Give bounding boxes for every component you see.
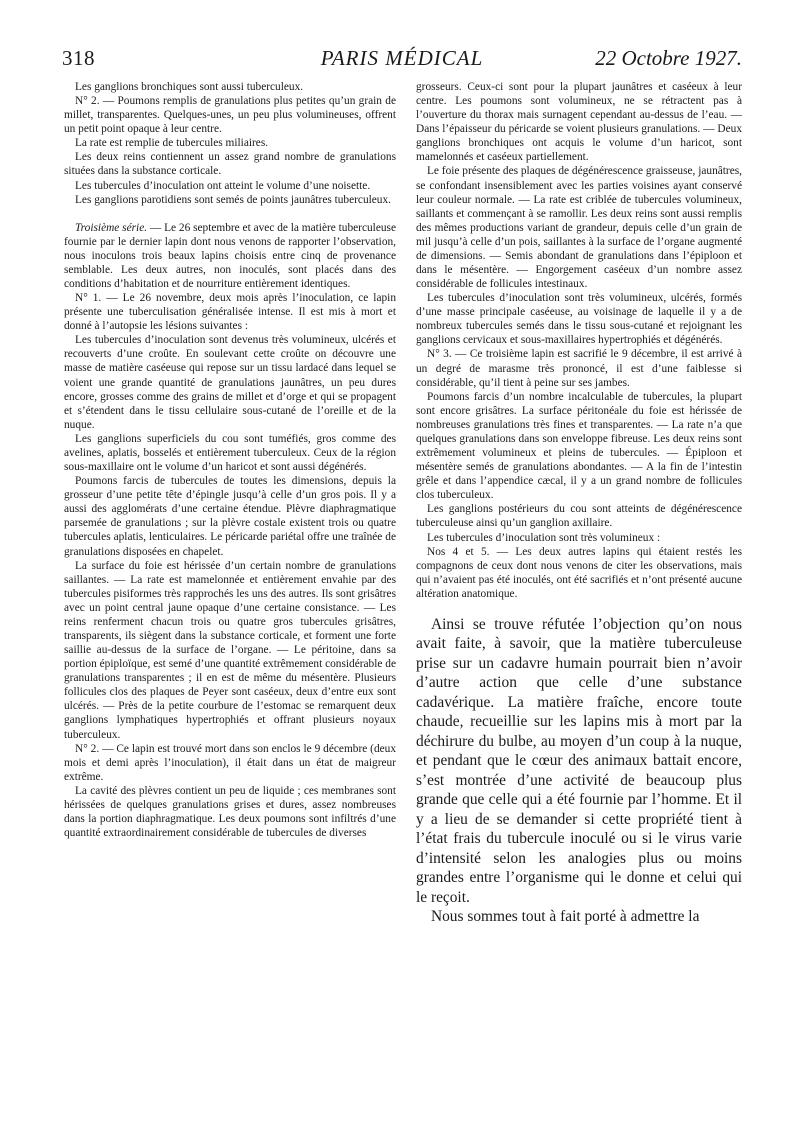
paragraph: La cavité des plèvres contient un peu de liquide ; ces membranes sont hérissées de quelques granulations grises et dures, assez nombreuses dans la portion diaphragmatique. Les deux poumons sont infiltrés d’une quantité extraordinairement considérable de tubercules de diverses bbox=[64, 784, 396, 840]
paragraph: Nos 4 et 5. — Les deux autres lapins qui étaient restés les compagnons de ceux dont nous venons de citer les observations, mais qui n’avaient pas été inoculés, ont été sacrifiés et n’ont présenté aucune altération anatomique. bbox=[416, 545, 742, 600]
paragraph: Le foie présente des plaques de dégénérescence graisseuse, jaunâtres, se confondant insensiblement avec les parties voisines ayant conservé leur couleur normale. — La rate est criblée de tubercules volumineux, saillants et commençant à se ramollir. Les deux reins sont aussi remplis des mêmes productions variant de grandeur, depuis celle d’un grain de mil jusqu’à celle d’un pois, saillantes à la surface de l’organe augmenté de dimensions. — Semis abondant de granulations dans l’épiploon et dans le mésentère. — Engorgement caséeux d’un nombre assez considérable de follicules intestinaux. bbox=[416, 165, 742, 291]
paragraph: Les tubercules d’inoculation sont très volumineux, ulcérés, formés d’une masse principale caséeuse, au voisinage de laquelle il y a de nombreux tubercules semés dans le tissu sous-cutané et rejoignant les ganglions cervicaux et sous-maxillaires hypertrophiés et dégénérés. bbox=[416, 292, 742, 347]
section-paragraph: Troisième série. — Le 26 septembre et avec de la matière tuberculeuse fournie par le dernier lapin dont nous venons de rapporter l’observation, nous inoculons trois beaux lapins choisis entre cinq de provenance semblable. Les deux autres, non inoculés, sont placés dans des conditions d’habitation et de nourriture entièrement identiques. bbox=[64, 221, 396, 291]
paragraph: N° 3. — Ce troisième lapin est sacrifié le 9 décembre, il est arrivé à un degré de marasme très prononcé, il est d’une faiblesse si considérable, qu’il tient à peine sur ses jambes. bbox=[416, 348, 742, 389]
paragraph: Les deux reins contiennent un assez grand nombre de granulations situées dans la substance corticale. bbox=[64, 151, 396, 178]
paragraph: Les ganglions postérieurs du cou sont atteints de dégénérescence tuberculeuse ainsi qu’un ganglion axillaire. bbox=[416, 503, 742, 530]
paragraph: N° 2. — Poumons remplis de granulations plus petites qu’un grain de millet, transparentes. Quelques-unes, un peu plus volumineuses, offrent un petit point opaque à leur centre. bbox=[64, 95, 396, 136]
page-header bbox=[62, 46, 742, 72]
paragraph: grosseurs. Ceux-ci sont pour la plupart jaunâtres et caséeux à leur centre. Les poumons sont volumineux, ne se rétractent pas à l’ouverture du thorax mais surnagent cependant au-dessus de l’eau. — Dans l’épaisseur du péricarde se voient plusieurs granulations. — Deux ganglions bronchiques ont acquis le volume d’un haricot, sont mamelonnés et caséeux partiellement. bbox=[416, 81, 742, 164]
paragraph: Poumons farcis de tubercules de toutes les dimensions, depuis la grosseur d’une petite tête d’épingle jusqu’à celle d’un gros pois. Il y a aussi des agglomérats d’une certaine étendue. Plèvre diaphragmatique parsemée de granulations ; sur la plèvre costale existent trois ou quatre tubercules aplatis, lenticulaires. Le péricarde pariétal offre une traînée de granulations disposées en chapelet. bbox=[64, 475, 396, 558]
paragraph: La rate est remplie de tubercules miliaires. bbox=[75, 137, 269, 150]
page-number: 318 bbox=[62, 46, 95, 70]
left-column bbox=[64, 80, 396, 840]
paragraph: Les tubercules d’inoculation sont très volumineux : bbox=[427, 531, 661, 544]
paragraph: La surface du foie est hérissée d’un certain nombre de granulations saillantes. — La rate est mamelonnée et entièrement envahie par des tubercules pisiformes très rapprochés les uns des autres. Ils sont grisâtres avec un point central jaune opaque d’une certaine consistance. — Les reins renferment chacun trois ou quatre gros tubercules grisâtres, transparents, ils siègent dans la substance corticale, et forment une forte saillie au-dessus de la surface de l’organe. — Le péritoine, dans sa portion épiploïque, est semé d’une quantité extrêmement considérable de granulations transparentes ; il en est de même du mésentère. Plusieurs follicules clos des plaques de Peyer sont caséeux, deux d’entre eux sont ulcérés. — Près de la petite courbure de l’estomac se remarquent deux ganglions lymphatiques hypertrophiés et offrant plusieurs noyaux tuberculeux. bbox=[64, 559, 396, 741]
paragraph: Ainsi se trouve réfutée l’objection qu’on nous avait faite, à savoir, que la matière tuberculeuse prise sur un cadavre humain pourrait bien n’avoir d’autre action que celle d’une substance cadavérique. La matière fraîche, encore toute chaude, recueillie sur les lapins mis à mort par la déchirure du bulbe, au moyen d’un coup à la nuque, et pendant que le cœur des animaux battait encore, s’est montrée d’une activité de beaucoup plus grande que celle qui a été fournie par l’homme. Et il y a lieu de se demander si cette propriété tient à l’état frais du tubercule inoculé ou si le virus varie d’intensité selon les analogies plus ou moins grandes entre l’organisme qui le donne et celui qui le reçoit. bbox=[416, 615, 742, 906]
paragraph: Poumons farcis d’un nombre incalculable de tubercules, la plupart sont encore grisâtres. La surface péritonéale du foie est hérissée de nombreuses granulations très fines et transparentes. — La rate n’a que quelques granulations dans son enveloppe fibreuse. Les deux reins sont extrêmement volumineux et pleins de tubercules. — Épiploon et mésentère semés de granulations abondantes. — A la fin de l’intestin grêle et dans l’appendice cæcal, il y a un grand nombre de follicules clos tuberculeux. bbox=[416, 390, 742, 502]
large-text-block bbox=[416, 615, 742, 927]
paragraph: Les ganglions bronchiques sont aussi tuberculeux. bbox=[75, 81, 304, 93]
journal-title: PARIS MÉDICAL bbox=[320, 46, 484, 70]
paragraph: Les ganglions parotidiens sont semés de points jaunâtres tuberculeux. bbox=[75, 193, 391, 206]
issue-date: 22 Octobre 1927. bbox=[595, 46, 742, 70]
paragraph: N° 1. — Le 26 novembre, deux mois après l’inoculation, ce lapin présente une tuberculisation généralisée intense. Il est mis à mort et donné à l’autopsie les lésions suivantes : bbox=[64, 292, 396, 333]
paragraph: Nous sommes tout à fait porté à admettre la bbox=[431, 908, 700, 926]
paragraph: Les ganglions superficiels du cou sont tuméfiés, gros comme des avelines, aplatis, bosselés et entièrement tuberculeux. Ceux de la région sous-maxillaire ont le volume d’un haricot et sont aussi dégénérés. bbox=[64, 432, 396, 474]
right-column bbox=[416, 80, 742, 927]
paragraph: Les tubercules d’inoculation ont atteint le volume d’une noisette. bbox=[75, 179, 371, 192]
paragraph: N° 2. — Ce lapin est trouvé mort dans son enclos le 9 décembre (deux mois et demi après l’inoculation), il était dans un état de maigreur extrême. bbox=[64, 742, 396, 783]
paragraph: Les tubercules d’inoculation sont devenus très volumineux, ulcérés et recouverts d’une croûte. En soulevant cette croûte on découvre une masse de matière caséeuse qui repose sur un tissu lardacé dans lequel se voient une grande quantité de granulations jaunâtres, un peu dures encore, grosses comme des grains de millet et d’orge et qui se propagent et s’étendent dans le tissu cellulaire sous-cutané de l’oreille et de la nuque. bbox=[64, 334, 396, 431]
